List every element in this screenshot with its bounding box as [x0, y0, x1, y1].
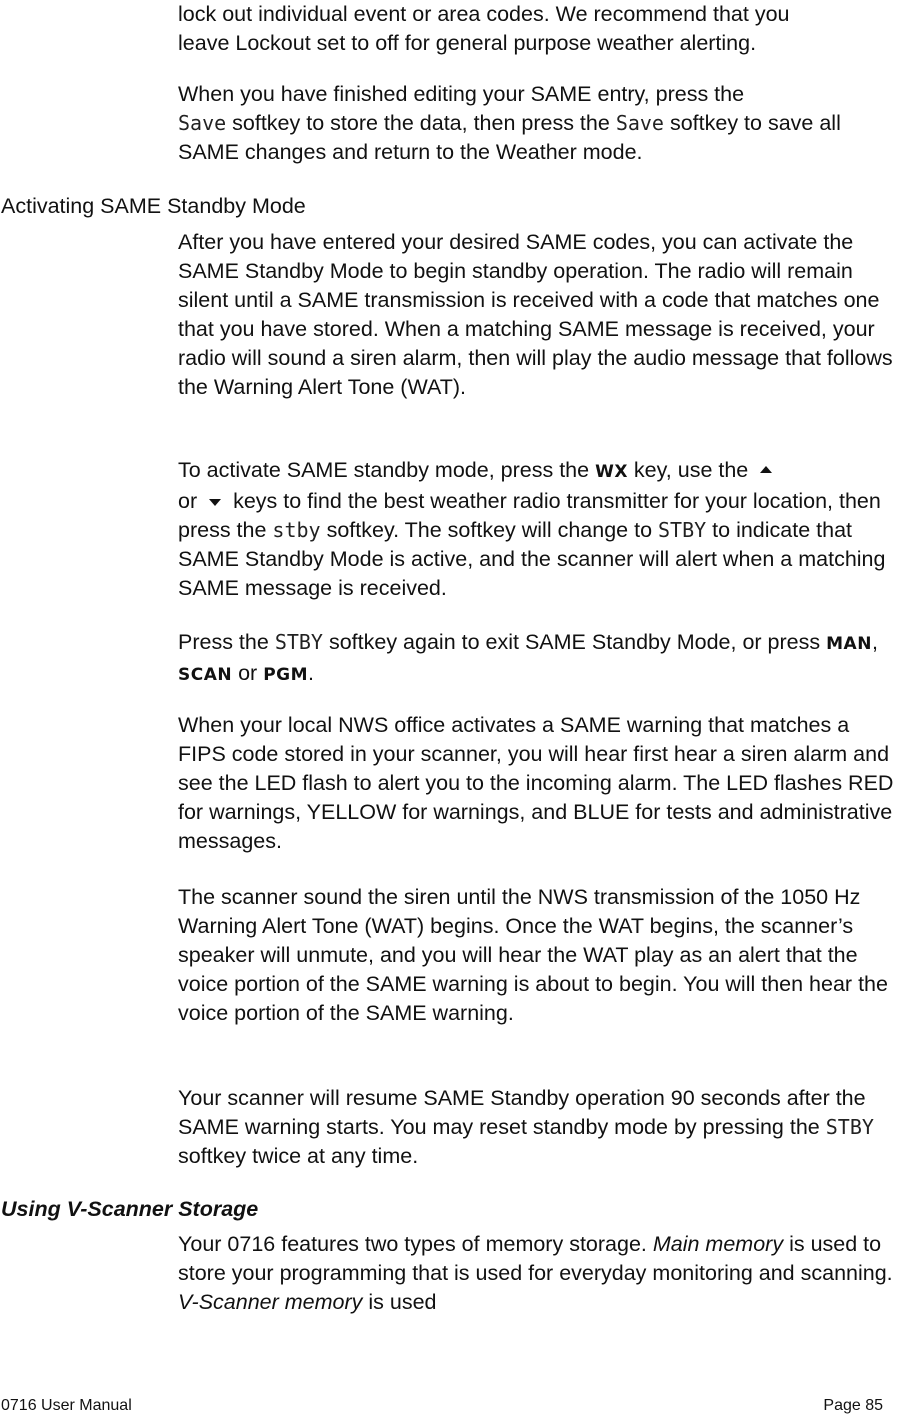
footer-page-number: Page 85 — [823, 1397, 883, 1414]
exit-separator: , — [871, 630, 878, 654]
activate-text-3: or — [178, 489, 198, 513]
save-text-2: softkey to store the data, then press the — [232, 111, 610, 135]
nws-alert-text: When your local NWS office activates a SAME warning that matches a FIPS code stored in your scanner, you will hear first hear a siren alarm and see the LED flash to alert you to the incoming alarm. The LED flashes RED for warnings, YELLOW for warnings, and BLUE for tests and administrative messages. — [178, 713, 894, 853]
paragraph-siren-wat — [178, 883, 897, 1028]
down-arrow-icon — [209, 499, 221, 506]
stby-softkey-label-reset: STBY — [825, 1115, 874, 1139]
resume-text-2: softkey twice at any time. — [178, 1144, 419, 1168]
memory-text-2: is used to store your programming that is used for everyday monitoring and scanning. — [178, 1232, 893, 1285]
exit-text-3: or — [238, 661, 258, 685]
save-text-1: When you have finished editing your SAME entry, press the — [178, 82, 745, 106]
paragraph-memory-storage — [178, 1230, 897, 1317]
up-arrow-icon — [760, 466, 772, 473]
paragraph-exit-standby — [178, 628, 897, 690]
memory-text-1: Your 0716 features two types of memory storage. — [178, 1232, 647, 1256]
standby-intro-text: After you have entered your desired SAME codes, you can activate the SAME Standby Mode to begin standby operation. The radio will remain silent until a SAME transmission is received with a code that matches one that you have stored. When a matching SAME message is received, your radio will sound a siren alarm, then will play the audio message that follows the Warning Alert Tone (WAT). — [178, 230, 893, 399]
memory-text-3: is used — [368, 1290, 437, 1314]
paragraph-save-entry — [178, 80, 897, 167]
paragraph-resume-standby — [178, 1084, 897, 1171]
save-softkey-label: Save — [178, 111, 227, 135]
man-key-label: MAN — [826, 634, 872, 654]
footer-manual-title: 0716 User Manual — [1, 1397, 132, 1414]
activate-text-6: to indicate that SAME Standby Mode is active, and the scanner will alert when a matching SAME message is received. — [178, 518, 886, 600]
activate-text-1: To activate SAME standby mode, press the — [178, 458, 590, 482]
save-softkey-label-2: Save — [615, 111, 664, 135]
exit-text-4: . — [308, 661, 315, 685]
heading-activating-same-standby: Activating SAME Standby Mode — [1, 194, 306, 218]
activate-text-4: keys to find the best weather radio transmitter for your location, then press the — [178, 489, 881, 542]
activate-text-5: softkey. The softkey will change to — [326, 518, 653, 542]
main-memory-term: Main memory — [652, 1232, 784, 1256]
siren-wat-text: The scanner sound the siren until the NWS transmission of the 1050 Hz Warning Alert Tone (WAT) begins. Once the WAT begins, the scanner’s speaker will unmute, and you will hear the WAT play as an alert that the voice portion of the SAME warning is about to begin. You will then hear the voice portion of the SAME warning. — [178, 885, 888, 1025]
wx-key-label: WX — [595, 462, 628, 482]
lockout-line-2: leave Lockout set to off for general purpose weather alerting. — [178, 31, 757, 55]
stby-softkey-label-upper: STBY — [658, 518, 707, 542]
paragraph-activate-steps — [178, 456, 897, 603]
activate-text-2: key, use the — [633, 458, 749, 482]
paragraph-nws-alert — [178, 711, 897, 856]
paragraph-lockout-end — [178, 0, 897, 58]
paragraph-standby-intro — [178, 228, 897, 402]
exit-text-2: softkey again to exit SAME Standby Mode, or press — [328, 630, 821, 654]
lockout-line-1: lock out individual event or area codes. We recommend that you — [178, 2, 790, 26]
stby-softkey-label-exit: STBY — [274, 630, 323, 654]
stby-softkey-label-lower: stby — [272, 518, 321, 542]
scan-key-label: SCAN — [178, 665, 233, 685]
heading-v-scanner-storage: Using V-Scanner Storage — [1, 1197, 259, 1221]
save-text-3: softkey to save all SAME changes and return to the Weather mode. — [178, 111, 841, 164]
exit-text-1: Press the — [178, 630, 269, 654]
resume-text-1: Your scanner will resume SAME Standby operation 90 seconds after the SAME warning starts. You may reset standby mode by pressing the — [178, 1086, 866, 1139]
v-scanner-memory-term: V-Scanner memory — [178, 1290, 363, 1314]
pgm-key-label: PGM — [263, 665, 309, 685]
